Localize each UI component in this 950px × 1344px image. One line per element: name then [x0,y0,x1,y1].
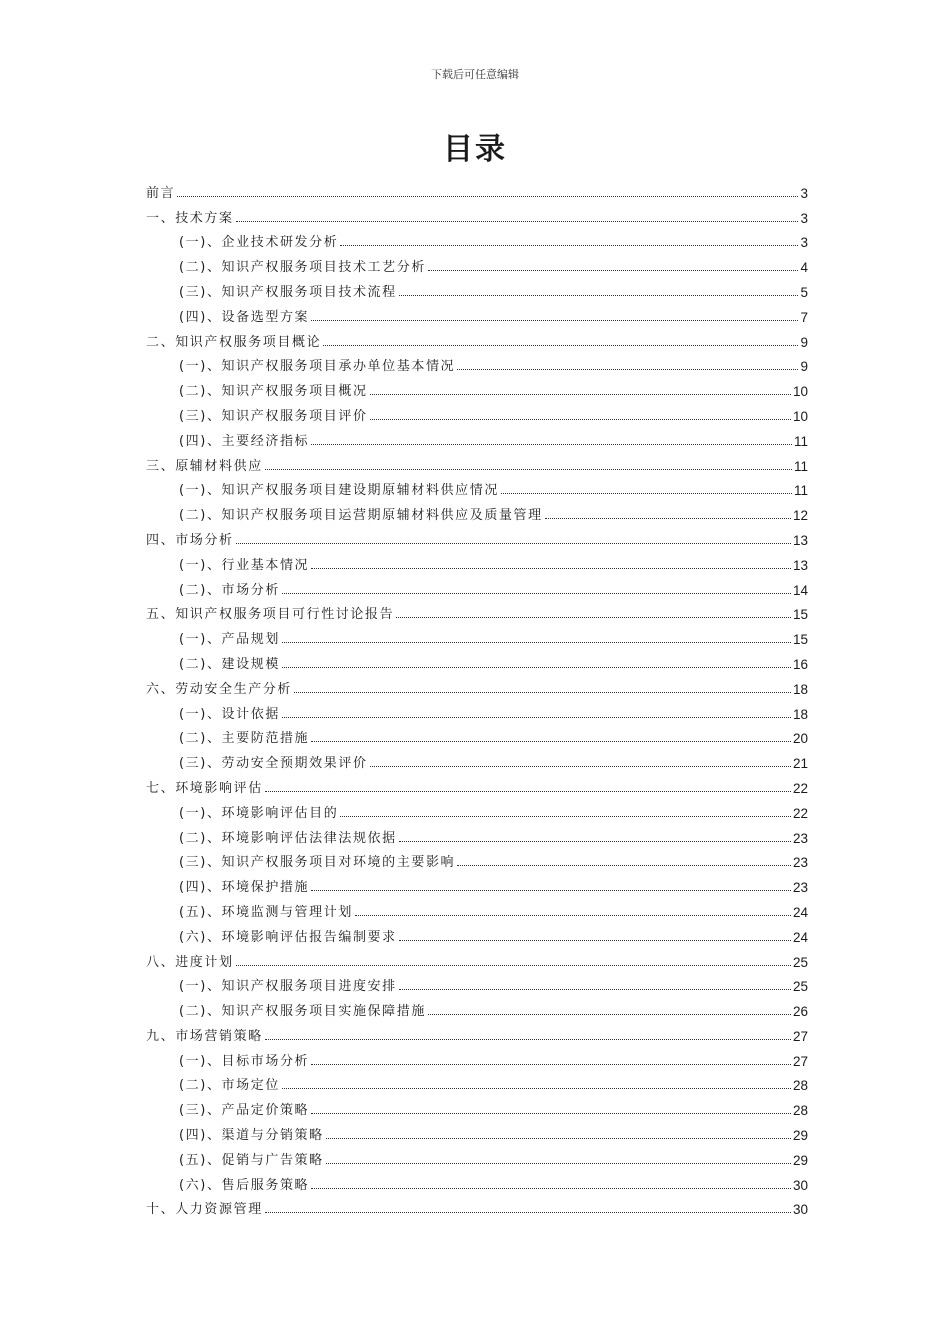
toc-entry-text: 六、劳动安全生产分析 [146,681,293,697]
toc-entry-page: 26 [792,1004,808,1020]
toc-leader-dots [177,196,798,197]
toc-leader-dots [326,1138,791,1139]
toc-entry[interactable] [146,994,808,1019]
toc-entry-page: 10 [792,384,808,400]
toc-entry-page: 14 [792,582,808,598]
toc-entry[interactable] [146,672,808,697]
toc-entry-text: 七、环境影响评估 [146,780,263,796]
toc-entry-page: 11 [793,433,808,449]
toc-entry-page: 25 [792,979,808,995]
toc-entry-page: 29 [792,1152,808,1168]
toc-entry-text: 二、知识产权服务项目概论 [146,334,322,350]
toc-entry-page: 23 [792,880,808,896]
toc-entry[interactable] [146,474,808,499]
toc-entry[interactable] [146,722,808,747]
toc-leader-dots [428,1014,791,1015]
toc-entry-text: (三)、知识产权服务项目对环境的主要影响 [179,855,456,871]
toc-entry-page: 16 [792,656,808,672]
toc-entry[interactable] [146,498,808,523]
toc-entry[interactable] [146,821,808,846]
toc-entry[interactable] [146,920,808,945]
toc-entry-text: 九、市场营销策略 [146,1028,263,1044]
toc-leader-dots [236,965,791,966]
toc-leader-dots [265,1212,791,1213]
toc-entry-text: (二)、知识产权服务项目运营期原辅材料供应及质量管理 [179,508,543,524]
toc-leader-dots [236,543,791,544]
toc-entry-page: 15 [792,607,808,623]
toc-entry-text: (五)、促销与广告策略 [179,1152,324,1168]
toc-leader-dots [236,221,799,222]
toc-entry[interactable] [146,846,808,871]
toc-leader-dots [311,741,791,742]
table-of-contents [146,176,808,1217]
toc-leader-dots [265,469,792,470]
toc-entry-text: (五)、环境监测与管理计划 [179,904,353,920]
toc-leader-dots [399,295,799,296]
toc-entry[interactable] [146,275,808,300]
toc-entry-page: 23 [792,855,808,871]
toc-entry[interactable] [146,424,808,449]
toc-entry-page: 18 [792,681,808,697]
toc-leader-dots [311,1188,791,1189]
toc-leader-dots [265,1039,791,1040]
toc-entry-text: 一、技术方案 [146,210,234,226]
toc-entry-text: 十、人力资源管理 [146,1202,263,1218]
toc-entry-page: 7 [800,309,808,325]
toc-entry-text: (一)、企业技术研发分析 [179,235,339,251]
toc-entry-text: (一)、产品规划 [179,632,280,648]
toc-entry-text: (四)、设备选型方案 [179,309,310,325]
toc-entry-page: 18 [792,706,808,722]
toc-entry-page: 28 [792,1078,808,1094]
toc-entry-text: (六)、售后服务策略 [179,1177,310,1193]
toc-entry[interactable] [146,895,808,920]
toc-entry-page: 24 [792,929,808,945]
toc-entry-text: (一)、设计依据 [179,706,280,722]
toc-entry-page: 28 [792,1103,808,1119]
toc-entry-page: 10 [792,408,808,424]
toc-leader-dots [340,245,798,246]
toc-entry-page: 23 [792,830,808,846]
toc-entry[interactable] [146,771,808,796]
toc-leader-dots [311,568,791,569]
toc-leader-dots [282,642,791,643]
toc-leader-dots [457,865,791,866]
toc-entry[interactable] [146,399,808,424]
toc-entry[interactable] [146,374,808,399]
toc-entry-page: 25 [792,954,808,970]
toc-leader-dots [282,593,791,594]
toc-entry[interactable] [146,350,808,375]
toc-entry-text: (二)、市场分析 [179,582,280,598]
toc-leader-dots [545,518,791,519]
toc-entry-text: 五、知识产权服务项目可行性讨论报告 [146,607,395,623]
toc-entry[interactable] [146,300,808,325]
toc-entry-page: 3 [800,210,808,226]
toc-leader-dots [370,419,791,420]
toc-leader-dots [323,345,798,346]
toc-entry[interactable] [146,1143,808,1168]
toc-entry[interactable] [146,622,808,647]
toc-entry[interactable] [146,1069,808,1094]
toc-entry-page: 22 [792,780,808,796]
toc-entry[interactable] [146,1193,808,1218]
toc-entry-text: (四)、主要经济指标 [179,433,310,449]
toc-entry-page: 4 [800,260,808,276]
toc-entry[interactable] [146,1019,808,1044]
toc-leader-dots [396,617,791,618]
toc-entry-text: (三)、知识产权服务项目技术流程 [179,284,397,300]
toc-entry-page: 20 [792,731,808,747]
toc-entry-text: (二)、环境影响评估法律法规依据 [179,830,397,846]
toc-leader-dots [282,1088,791,1089]
page-title: 目录 [443,132,507,167]
toc-leader-dots [399,989,791,990]
toc-entry-text: (二)、建设规模 [179,656,280,672]
toc-entry[interactable] [146,697,808,722]
toc-entry-page: 21 [792,756,808,772]
toc-leader-dots [370,766,791,767]
toc-leader-dots [399,841,791,842]
toc-entry-page: 11 [793,483,808,499]
toc-entry[interactable] [146,548,808,573]
toc-entry[interactable] [146,647,808,672]
toc-entry-text: (一)、知识产权服务项目建设期原辅材料供应情况 [179,483,499,499]
toc-entry-page: 5 [800,284,808,300]
toc-entry[interactable] [146,250,808,275]
toc-entry-text: 四、市场分析 [146,532,234,548]
toc-entry-page: 9 [800,334,808,350]
toc-entry-text: 三、原辅材料供应 [146,458,263,474]
toc-leader-dots [311,320,798,321]
toc-entry-page: 11 [793,458,808,474]
toc-entry-page: 12 [792,508,808,524]
toc-entry-page: 29 [792,1128,808,1144]
toc-leader-dots [282,667,791,668]
toc-entry-page: 9 [800,359,808,375]
toc-leader-dots [370,394,791,395]
toc-leader-dots [457,369,798,370]
toc-leader-dots [282,717,791,718]
toc-entry-page: 24 [792,904,808,920]
toc-entry-text: 八、进度计划 [146,954,234,970]
toc-entry[interactable] [146,1044,808,1069]
toc-entry-text: (二)、市场定位 [179,1078,280,1094]
toc-entry-text: (二)、知识产权服务项目概况 [179,384,368,400]
toc-entry-text: (一)、知识产权服务项目承办单位基本情况 [179,359,456,375]
toc-entry-text: (四)、环境保护措施 [179,880,310,896]
toc-entry[interactable] [146,201,808,226]
toc-entry-page: 27 [792,1028,808,1044]
toc-entry[interactable] [146,449,808,474]
toc-entry-page: 13 [792,532,808,548]
toc-entry[interactable] [146,598,808,623]
toc-leader-dots [428,270,799,271]
toc-entry-text: (三)、劳动安全预期效果评价 [179,756,368,772]
toc-leader-dots [311,1064,791,1065]
toc-entry-text: (一)、行业基本情况 [179,557,310,573]
toc-leader-dots [294,692,791,693]
toc-entry-text: (二)、知识产权服务项目实施保障措施 [179,1004,426,1020]
toc-entry[interactable] [146,176,808,201]
toc-entry[interactable] [146,1118,808,1143]
toc-entry-text: (二)、知识产权服务项目技术工艺分析 [179,260,426,276]
toc-entry-text: (一)、知识产权服务项目进度安排 [179,979,397,995]
toc-leader-dots [311,890,791,891]
toc-entry[interactable] [146,573,808,598]
toc-leader-dots [311,1113,791,1114]
toc-entry-page: 22 [792,805,808,821]
toc-entry-page: 3 [800,235,808,251]
toc-entry[interactable] [146,970,808,995]
toc-entry[interactable] [146,523,808,548]
toc-leader-dots [340,816,791,817]
toc-entry[interactable] [146,870,808,895]
toc-entry-page: 15 [792,632,808,648]
toc-entry-text: 前言 [146,185,176,201]
toc-entry[interactable] [146,1093,808,1118]
toc-entry-page: 30 [792,1177,808,1193]
toc-entry-page: 3 [800,185,808,201]
toc-entry-text: (一)、环境影响评估目的 [179,805,339,821]
toc-entry-text: (一)、目标市场分析 [179,1053,310,1069]
toc-leader-dots [399,940,791,941]
toc-entry-text: (二)、主要防范措施 [179,731,310,747]
header-note: 下载后可任意编辑 [431,68,519,81]
toc-leader-dots [501,493,792,494]
toc-entry-text: (六)、环境影响评估报告编制要求 [179,929,397,945]
toc-entry-page: 27 [792,1053,808,1069]
toc-entry-text: (四)、渠道与分销策略 [179,1128,324,1144]
toc-entry[interactable] [146,226,808,251]
toc-entry-page: 13 [792,557,808,573]
toc-entry[interactable] [146,945,808,970]
toc-entry-text: (三)、知识产权服务项目评价 [179,408,368,424]
toc-leader-dots [311,444,792,445]
toc-entry-page: 30 [792,1202,808,1218]
toc-entry[interactable] [146,796,808,821]
toc-leader-dots [355,915,791,916]
toc-entry[interactable] [146,746,808,771]
toc-entry[interactable] [146,1168,808,1193]
toc-entry[interactable] [146,325,808,350]
toc-leader-dots [326,1163,791,1164]
toc-leader-dots [265,791,791,792]
toc-entry-text: (三)、产品定价策略 [179,1103,310,1119]
